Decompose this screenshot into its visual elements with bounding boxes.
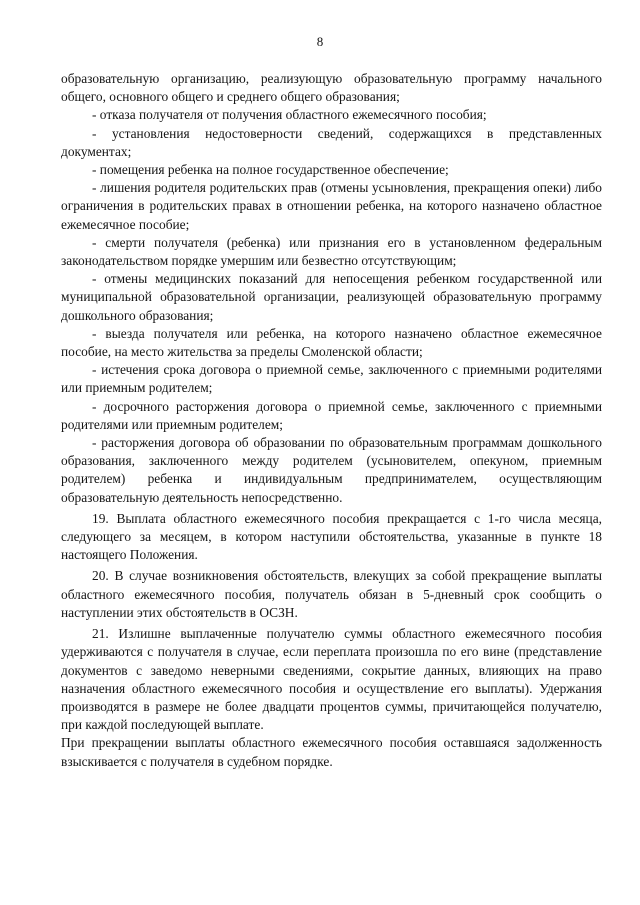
page-number: 8 bbox=[316, 34, 324, 49]
list-item: - расторжения договора об образовании по образовательным программам дошкольного образования, заключенного между родителем (усыновителем, опекуном, приемным родителем) ребенка и индивидуальным предпринимателем, осуществляющим образовательную деятельность непосредственно. bbox=[61, 435, 602, 505]
list-item: - отмены медицинских показаний для непосещения ребенком государственной или муниципальной образовательной организации, реализующей образовательную программу дошкольного образования; bbox=[61, 271, 602, 323]
list-item: - помещения ребенка на полное государственное обеспечение; bbox=[92, 162, 449, 178]
paragraph: При прекращении выплаты областного ежемесячного пособия оставшаяся задолженность взыскивается с получателя в судебном порядке. bbox=[61, 735, 602, 769]
list-item: - выезда получателя или ребенка, на которого назначено областное ежемесячное пособие, на место жительства за пределы Смоленской области; bbox=[61, 325, 602, 360]
list-item: - лишения родителя родительских прав (отмены усыновления, прекращения опеки) либо ограничения в родительских правах в отношении ребенка, на которого назначено областное ежемесячное пособие; bbox=[61, 180, 602, 232]
list-item: - установления недостоверности сведений, содержащихся в представленных документах; bbox=[61, 125, 602, 159]
clause-19: 19. Выплата областного ежемесячного пособия прекращается с 1-го числа месяца, следующего за месяцем, в котором наступили обстоятельства, указанные в пункте 18 настоящего Положения. bbox=[61, 510, 602, 563]
document-body bbox=[61, 70, 602, 771]
clause-21: 21. Излишне выплаченные получателю суммы областного ежемесячного пособия удерживаются с получателя в случае, если переплата произошла по его вине (представление документов с заведомо неверными сведениями, сокрытие данных, влияющих на право назначения областного ежемесячного пособия и осуществление его выплаты). Удержания производятся в размере не более двадцати процентов суммы, причитающейся получателю, при каждой последующей выплате. bbox=[61, 626, 602, 733]
list-item: - истечения срока договора о приемной семье, заключенного с приемными родителями или приемным родителем; bbox=[61, 362, 602, 396]
list-item: - досрочного расторжения договора о приемной семье, заключенного с приемными родителями или приемным родителем; bbox=[61, 398, 602, 432]
paragraph: образовательную организацию, реализующую образовательную программу начального общего, основного общего и среднего общего образования; bbox=[61, 71, 602, 105]
list-item: - отказа получателя от получения областного ежемесячного пособия; bbox=[92, 107, 487, 123]
clause-20: 20. В случае возникновения обстоятельств, влекущих за собой прекращение выплаты областного ежемесячного пособия, получатель обязан в 5-дневный срок сообщить о наступлении этих обстоятельств в ОСЗН. bbox=[61, 568, 602, 620]
list-item: - смерти получателя (ребенка) или признания его в установленном федеральным законодательством порядке умершим или безвестно отсутствующим; bbox=[61, 234, 602, 269]
